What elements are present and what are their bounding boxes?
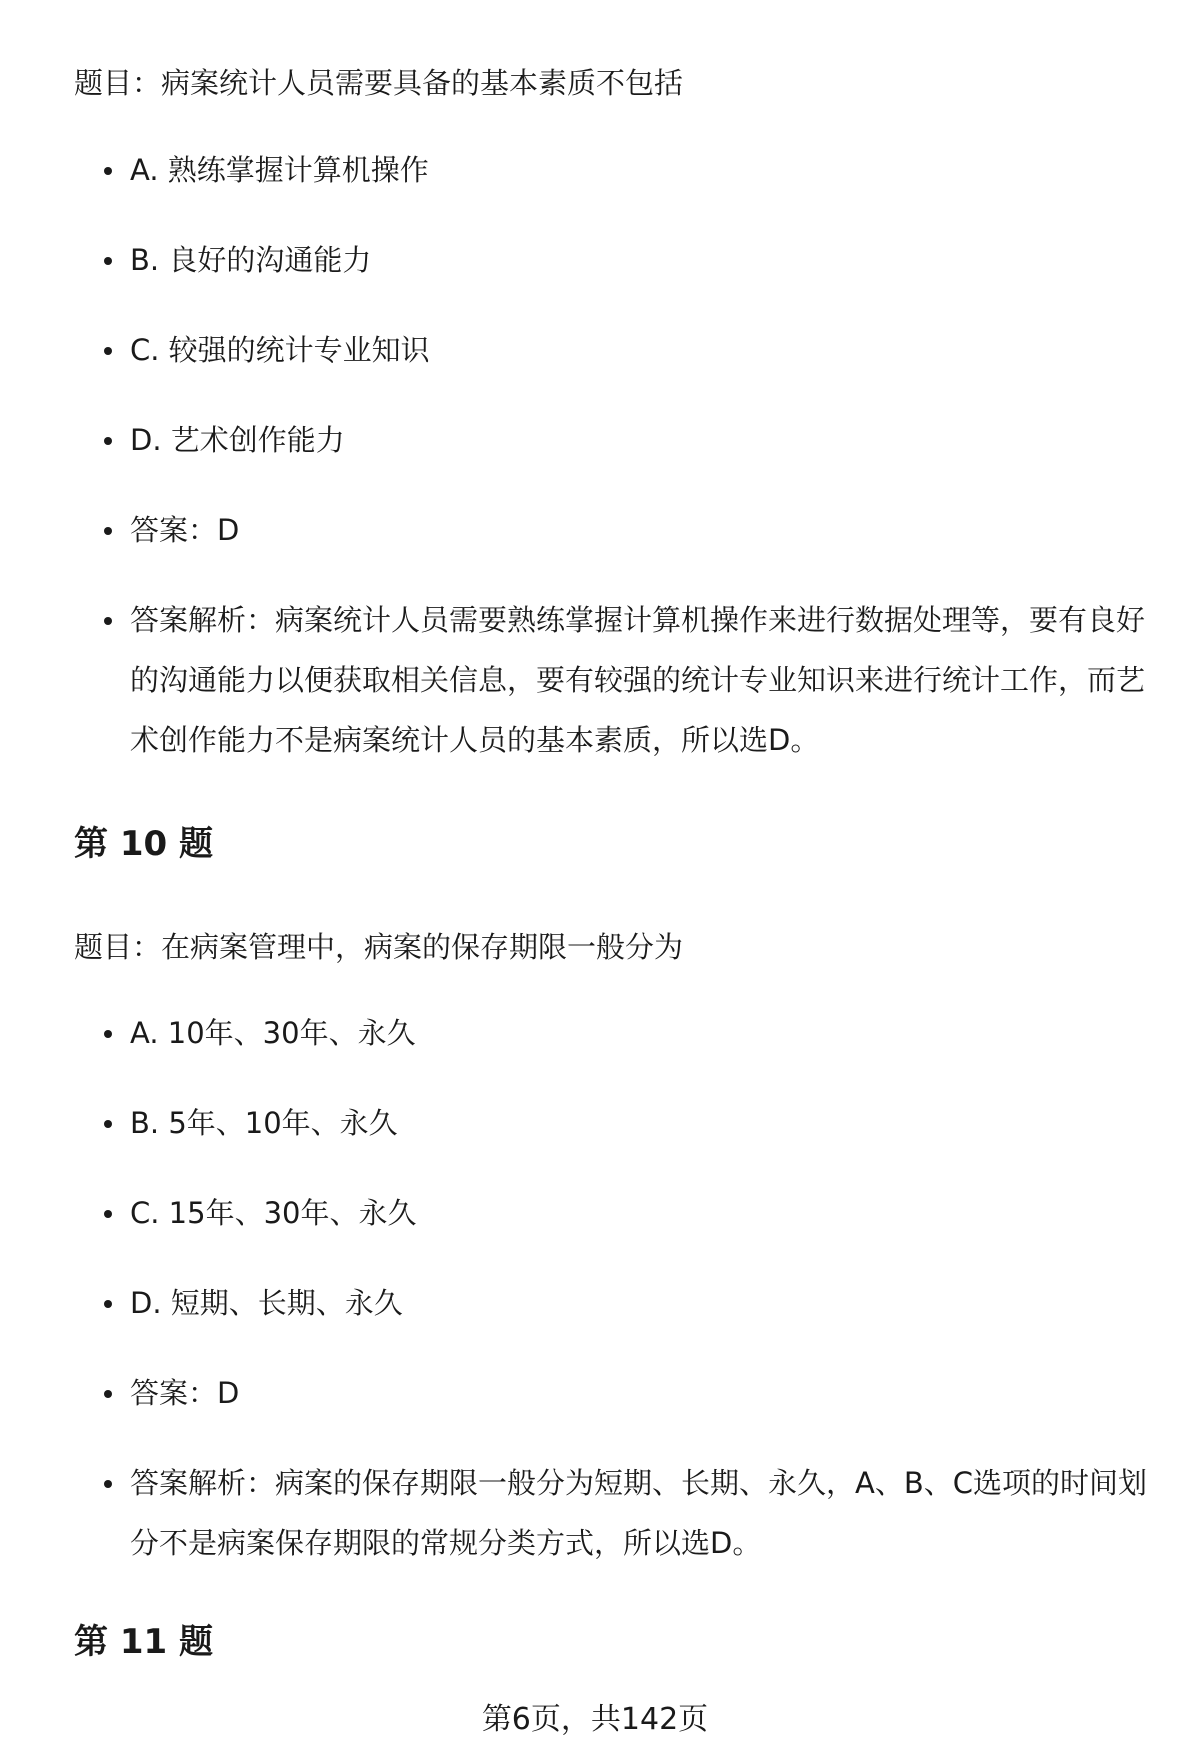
question-stem: 题目：在病案管理中，病案的保存期限一般分为 (74, 930, 684, 964)
question-heading: 第 10 题 (74, 824, 213, 864)
option-d: D. 艺术创作能力 (74, 410, 1164, 470)
answer-analysis: 答案解析：病案的保存期限一般分为短期、长期、永久，A、B、C选项的时间划分不是病案保存期限的常规分类方式，所以选D。 (74, 1453, 1164, 1573)
option-b: B. 良好的沟通能力 (74, 230, 1164, 290)
option-a: A. 熟练掌握计算机操作 (74, 140, 1164, 200)
question-stem: 题目：病案统计人员需要具备的基本素质不包括 (74, 66, 684, 100)
option-list (74, 140, 1164, 800)
page-number: 第6页，共142页 (481, 1702, 709, 1737)
question-heading: 第 11 题 (74, 1622, 213, 1662)
option-d: D. 短期、长期、永久 (74, 1273, 1164, 1333)
option-list (74, 1003, 1164, 1603)
answer: 答案：D (74, 500, 1164, 560)
option-c: C. 15年、30年、永久 (74, 1183, 1164, 1243)
option-a: A. 10年、30年、永久 (74, 1003, 1164, 1063)
option-c: C. 较强的统计专业知识 (74, 320, 1164, 380)
option-b: B. 5年、10年、永久 (74, 1093, 1164, 1153)
answer: 答案：D (74, 1363, 1164, 1423)
answer-analysis: 答案解析：病案统计人员需要熟练掌握计算机操作来进行数据处理等，要有良好的沟通能力以便获取相关信息，要有较强的统计专业知识来进行统计工作，而艺术创作能力不是病案统计人员的基本素质，所以选D。 (74, 590, 1164, 770)
